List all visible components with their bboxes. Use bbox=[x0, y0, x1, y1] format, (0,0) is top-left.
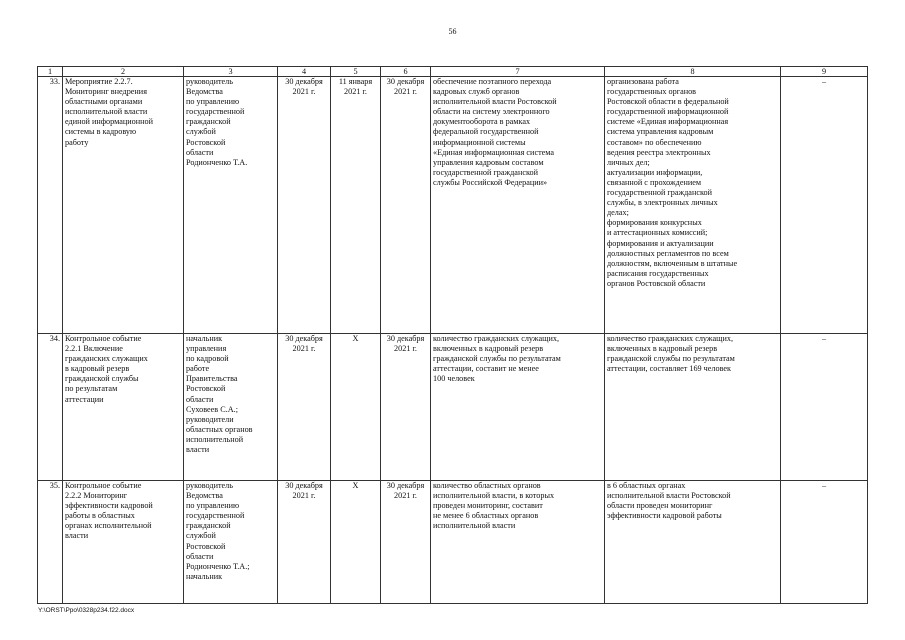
note-cell: – bbox=[781, 77, 868, 334]
event-cell: Мероприятие 2.2.7. Мониторинг внедрения областными органами исполнительной власти единой информационной системы в кадровую работу bbox=[63, 77, 184, 334]
actual-result-cell: количество гражданских служащих, включенных в кадровый резерв гражданской службы по результатам аттестации, составляет 169 человек bbox=[605, 334, 781, 481]
event-cell: Контрольное событие 2.2.1 Включение гражданских служащих в кадровый резерв гражданской службы по результатам аттестации bbox=[63, 334, 184, 481]
responsible-cell: руководитель Ведомства по управлению государственной гражданской службой Ростовской области Родионченко Т.А.; начальник bbox=[184, 481, 278, 604]
start-date-cell: Х bbox=[331, 334, 381, 481]
column-number: 1 bbox=[38, 67, 63, 77]
responsible-cell: руководитель Ведомства по управлению государственной гражданской службой Ростовской области Родионченко Т.А. bbox=[184, 77, 278, 334]
file-path-footer: Y:\ORST\Ppo\0328p234.f22.docx bbox=[38, 607, 135, 614]
note-cell: – bbox=[781, 481, 868, 604]
expected-result-cell: количество гражданских служащих, включенных в кадровый резерв гражданской службы по результатам аттестации, составит не менее 100 человек bbox=[431, 334, 605, 481]
expected-result-cell: обеспечение поэтапного перехода кадровых служб органов исполнительной власти Ростовской области на систему электронного документооборота в рамках федеральной государственной информационной системы «Единая информационная система управления кадровым составом государственной гражданской службы Российской Федерации» bbox=[431, 77, 605, 334]
responsible-cell: начальник управления по кадровой работе Правительства Ростовской области Суховеев С.А.; руководители областных органов исполнительной власти bbox=[184, 334, 278, 481]
table-row bbox=[38, 334, 868, 481]
end-date-cell: 30 декабря 2021 г. bbox=[381, 334, 431, 481]
start-date-cell: Х bbox=[331, 481, 381, 604]
plan-date-cell: 30 декабря 2021 г. bbox=[278, 77, 331, 334]
column-number: 4 bbox=[278, 67, 331, 77]
table-row bbox=[38, 481, 868, 604]
column-number: 9 bbox=[781, 67, 868, 77]
column-number: 7 bbox=[431, 67, 605, 77]
column-number: 2 bbox=[63, 67, 184, 77]
table-row bbox=[38, 77, 868, 334]
plan-date-cell: 30 декабря 2021 г. bbox=[278, 334, 331, 481]
column-number: 6 bbox=[381, 67, 431, 77]
event-cell: Контрольное событие 2.2.2 Мониторинг эффективности кадровой работы в областных органах исполнительной власти bbox=[63, 481, 184, 604]
end-date-cell: 30 декабря 2021 г. bbox=[381, 481, 431, 604]
column-number: 8 bbox=[605, 67, 781, 77]
expected-result-cell: количество областных органов исполнительной власти, в которых проведен мониторинг, составит не менее 6 областных органов исполнительной власти bbox=[431, 481, 605, 604]
actual-result-cell: организована работа государственных органов Ростовской области в федеральной государственной информационной системе «Единая информационная система управления кадровым составом» по обеспечению ведения реестра электронных личных дел; актуализации информации, связанной с прохождением государственной гражданской службы, в электронных личных делах; формирования конкурсных и аттестационных комиссий; формирования и актуализации должностных регламентов по всем должностям, включенным в штатные расписания государственных органов Ростовской области bbox=[605, 77, 781, 334]
column-number: 5 bbox=[331, 67, 381, 77]
actual-result-cell: в 6 областных органах исполнительной власти Ростовской области проведен мониторинг эффективности кадровой работы bbox=[605, 481, 781, 604]
report-table bbox=[37, 66, 868, 604]
plan-date-cell: 30 декабря 2021 г. bbox=[278, 481, 331, 604]
column-number-row bbox=[38, 67, 868, 77]
row-number: 34. bbox=[38, 334, 63, 481]
start-date-cell: 11 января 2021 г. bbox=[331, 77, 381, 334]
row-number: 35. bbox=[38, 481, 63, 604]
column-number: 3 bbox=[184, 67, 278, 77]
end-date-cell: 30 декабря 2021 г. bbox=[381, 77, 431, 334]
note-cell: – bbox=[781, 334, 868, 481]
page-number: 56 bbox=[448, 27, 457, 36]
row-number: 33. bbox=[38, 77, 63, 334]
